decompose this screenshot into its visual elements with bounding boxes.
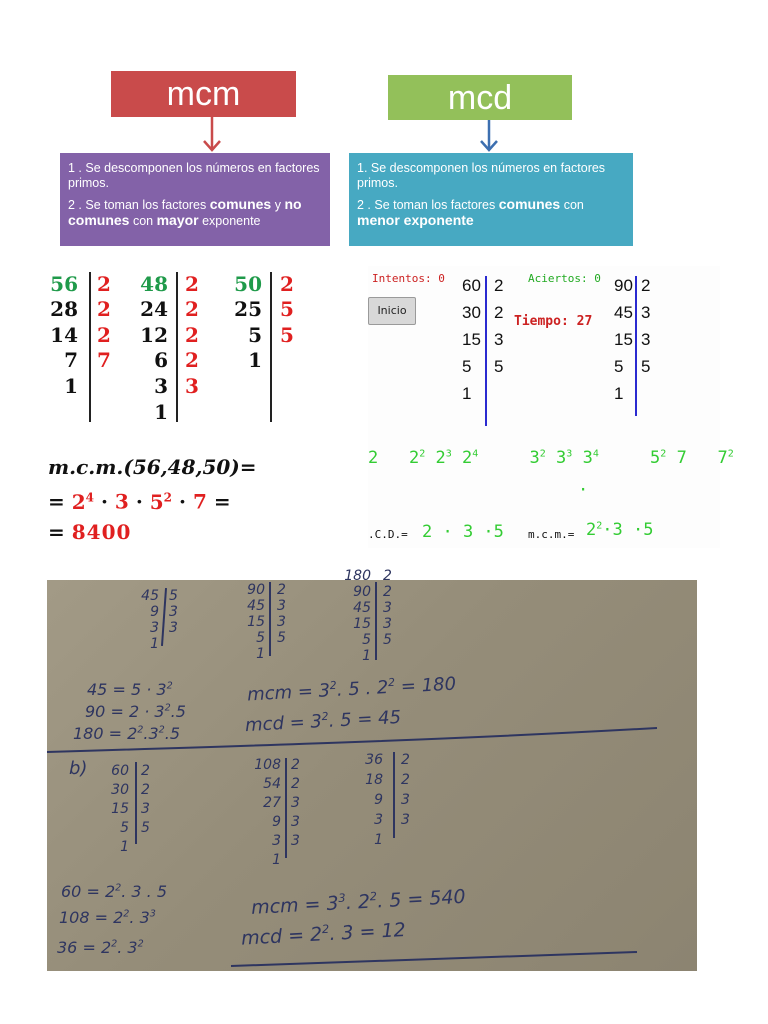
intentos-counter: Intentos: 0 [372, 272, 445, 285]
applet-t90-factor: 5 [641, 357, 651, 376]
applet-t90-divider [635, 276, 637, 416]
hw-b-t36-factors: 2 2 3 3 [401, 752, 410, 828]
hw-b-mcd: mcd = $2^2$. 3 = 12 [240, 919, 407, 950]
table56-number: 7 [64, 348, 78, 372]
hw-b-t108-divider [285, 758, 287, 858]
mcd-step1: 1. Se descomponen los números en factores primos. [357, 161, 606, 190]
applet-t90-number: 1 [614, 384, 624, 403]
hw-b-eq2: $108 = 2^2$. $3^3$ [59, 908, 156, 927]
hw-b-t36-divider [393, 752, 395, 838]
mcd-applet [368, 266, 734, 548]
table56-factor: 2 [97, 297, 111, 321]
applet-t90-number: 5 [614, 357, 624, 376]
hw-b-mcm: mcm = $3^3$. $2^2$. 5 = 540 [250, 885, 467, 919]
mcm-step1: 1 . Se descomponen los números en factores primos. [68, 161, 320, 190]
table48-factor: 2 [185, 323, 199, 347]
mcd-title [388, 75, 572, 120]
hw-b-t36: 36 18 9 3 1 [365, 752, 383, 848]
applet-t90-factor: 3 [641, 330, 651, 349]
applet-dot: · [578, 480, 589, 500]
applet-t90-factor: 2 [641, 276, 651, 295]
table48-factor: 3 [185, 374, 199, 398]
applet-t90-factor: 3 [641, 303, 651, 322]
hw-underline [227, 950, 647, 970]
hw-a-t45-divider [161, 588, 167, 646]
mcd-title-text: mcd [447, 79, 513, 117]
hw-a-t180: 180 90 45 15 5 1 [344, 568, 371, 664]
handwritten-notebook-photo [47, 568, 697, 971]
table50-number: 5 [248, 323, 262, 347]
table56-number: 56 [50, 272, 78, 296]
mcm-step2: 2 . Se toman los factores comunes y no comunes con mayor exponente [68, 196, 302, 228]
table50-number: 1 [248, 348, 262, 372]
applet-t60-number: 30 [462, 303, 481, 322]
table48-factor: 2 [185, 272, 199, 296]
table48-factor: 2 [185, 348, 199, 372]
hw-a-t90: 90 45 15 5 1 [247, 582, 265, 662]
aciertos-counter: Aciertos: 0 [528, 272, 601, 285]
table48-divider [176, 272, 178, 422]
table56-factor: 7 [97, 348, 111, 372]
hw-b-t60-divider [135, 762, 137, 844]
mcm-title-text: mcm [166, 75, 241, 113]
applet-t60-factor: 3 [494, 330, 504, 349]
down-arrow-icon [477, 120, 501, 154]
table48-number: 3 [154, 374, 168, 398]
hw-b-t60: 60 30 15 5 1 [111, 763, 129, 855]
table48-number: 6 [154, 348, 168, 372]
hw-a-t180-divider [375, 582, 377, 660]
mcd-step2: 2 . Se toman los factores comunes con menor exponente [357, 196, 584, 228]
table50-divider [270, 272, 272, 422]
applet-t60-factor: 2 [494, 276, 504, 295]
mcd-info-box [349, 153, 633, 246]
down-arrow-icon [200, 117, 224, 155]
table48-number: 24 [140, 297, 168, 321]
hw-a-t45-factors: 5 3 3 [169, 588, 178, 636]
table48-number: 1 [154, 400, 168, 424]
hw-b-eq3: $36 = 2^2$. $3^2$ [57, 938, 144, 957]
applet-mcm-value: $2^2\cdot 3 \cdot 5$ [586, 520, 654, 540]
hw-a-t90-factors: 2 3 3 5 [277, 582, 286, 646]
table56-number: 28 [50, 297, 78, 321]
table48-number: 12 [140, 323, 168, 347]
hw-a-eq2: $90 = 2 \cdot 3^2.5$ [85, 702, 186, 721]
inicio-button[interactable]: Inicio [368, 297, 416, 325]
hw-b-t108-factors: 2 2 3 3 3 [291, 757, 300, 849]
applet-t60-number: 1 [462, 384, 472, 403]
applet-t60-factor: 2 [494, 303, 504, 322]
applet-t90-number: 90 [614, 276, 633, 295]
applet-t60-divider [485, 276, 487, 426]
applet-t60-factor: 5 [494, 357, 504, 376]
hw-a-mcm: mcm = $3^2$. 5 . $2^2 = 180$ [246, 673, 457, 706]
table48-factor: 2 [185, 297, 199, 321]
mcm-title [111, 71, 296, 117]
applet-mcd-value: 2 · 3 ·5 [422, 522, 504, 542]
table56-factor: 2 [97, 272, 111, 296]
applet-t90-number: 15 [614, 330, 633, 349]
hw-a-eq3: $180 = 2^2.3^2.5$ [73, 724, 181, 743]
hw-b-t60-factors: 2 2 3 5 [141, 763, 150, 836]
tiempo-display: Tiempo: 27 [514, 314, 593, 329]
mcm-info-box [60, 153, 330, 246]
applet-t60-number: 60 [462, 276, 481, 295]
hw-a-t180-factors: 2 2 3 3 5 [383, 568, 392, 648]
hw-b-label: b) [69, 758, 88, 779]
table56-number: 14 [50, 323, 78, 347]
table50-factor: 5 [280, 297, 294, 321]
table50-factor: 5 [280, 323, 294, 347]
applet-powers-row: 2 $2^2$ $2^3$ $2^4$ $3^2$ $3^3$ $3^4$ $5^2$ 7 $7^2$ [368, 448, 734, 468]
applet-mcd-label: .C.D.= [368, 528, 408, 541]
table48-number: 48 [140, 272, 168, 296]
hw-b-eq1: $60 = 2^2$. 3 . 5 [61, 882, 168, 901]
applet-t60-number: 5 [462, 357, 472, 376]
hw-b-t108: 108 54 27 9 3 1 [254, 757, 281, 868]
table50-number: 25 [234, 297, 262, 321]
mcm-formula-line2: = $2^4 \cdot 3 \cdot 5^2 \cdot 7$ = [48, 489, 231, 514]
mcm-formula-line1: m.c.m.(56,48,50)= [48, 455, 257, 479]
hw-a-t45: 45 9 3 1 [141, 588, 159, 652]
table50-number: 50 [234, 272, 262, 296]
hw-a-t90-divider [269, 582, 271, 656]
hw-a-mcd: mcd = $3^2$. 5 = 45 [244, 706, 402, 737]
table56-factor: 2 [97, 323, 111, 347]
mcm-formula [48, 452, 257, 547]
table56-divider [89, 272, 91, 422]
applet-t90-number: 45 [614, 303, 633, 322]
mcm-formula-line3: = 8400 [48, 519, 132, 544]
hw-a-eq1: $45 = 5 \cdot 3^2$ [87, 680, 173, 699]
applet-t60-number: 15 [462, 330, 481, 349]
table50-factor: 2 [280, 272, 294, 296]
table56-number: 1 [64, 374, 78, 398]
applet-mcm-label: m.c.m.= [528, 528, 575, 541]
